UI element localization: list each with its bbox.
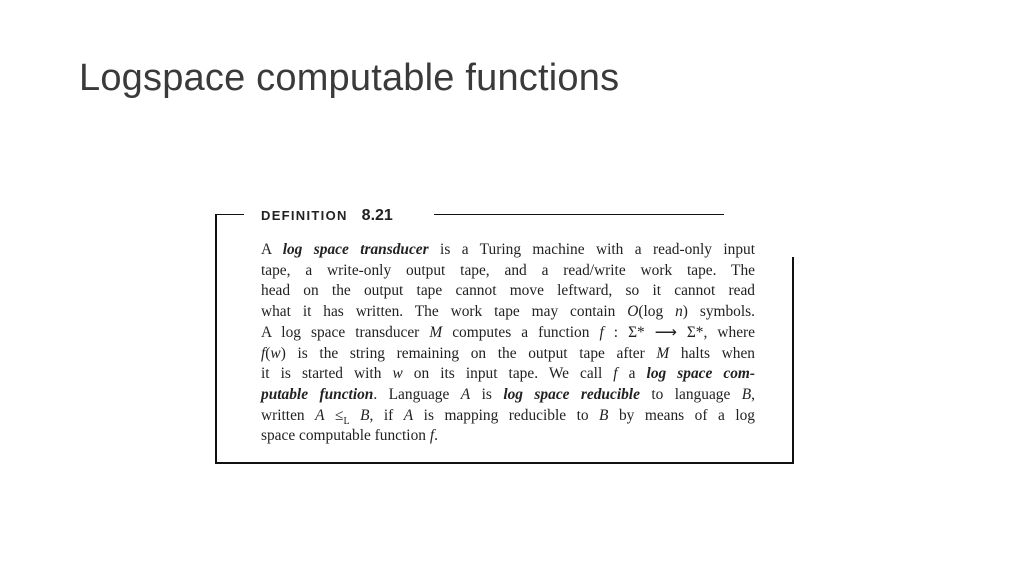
definition-text-run: halts when bbox=[669, 344, 755, 362]
defined-term: log space com- bbox=[646, 365, 756, 383]
definition-text-run: (log bbox=[638, 303, 676, 321]
definition-line bbox=[261, 261, 755, 282]
definition-text-run: , if bbox=[369, 406, 404, 424]
math-symbol: A bbox=[315, 406, 325, 424]
defined-term: log space transducer bbox=[282, 241, 429, 258]
definition-line bbox=[261, 385, 755, 406]
definition-text-run: ( bbox=[265, 344, 271, 362]
definition-heading bbox=[261, 207, 393, 225]
frame-bottom-rule bbox=[215, 462, 794, 464]
math-symbol: f bbox=[613, 365, 618, 383]
math-symbol: M bbox=[429, 323, 443, 341]
definition-text-run: head on the output tape cannot move leftward, so it cannot read bbox=[261, 282, 755, 300]
definition-line bbox=[261, 344, 755, 365]
definition-label: DEFINITION bbox=[261, 208, 348, 223]
definition-text-run: . Language bbox=[373, 385, 461, 403]
definition-text-run: ) is the string remaining on the output tape after bbox=[280, 344, 657, 362]
math-symbol: w bbox=[270, 344, 281, 362]
math-symbol: f bbox=[429, 427, 435, 445]
math-symbol: f bbox=[599, 323, 604, 341]
definition-text-run: . bbox=[434, 427, 438, 445]
definition-text-run: is bbox=[470, 385, 504, 403]
math-symbol: w bbox=[392, 365, 403, 383]
frame-top-right-rule bbox=[434, 214, 724, 215]
slide-title: Logspace computable functions bbox=[79, 57, 620, 99]
frame-left-rule bbox=[215, 214, 217, 464]
definition-text-run: what it has written. The work tape may contain bbox=[261, 303, 628, 321]
math-symbol: A bbox=[403, 406, 414, 424]
definition-line bbox=[261, 364, 755, 385]
definition-text-run: computes a function bbox=[442, 323, 600, 341]
definition-text-run: A log space transducer bbox=[261, 323, 430, 341]
frame-top-left-rule bbox=[215, 214, 244, 215]
definition-text-run bbox=[350, 407, 361, 424]
definition-text-run: on its input tape. We call bbox=[402, 365, 614, 383]
definition-line bbox=[261, 426, 755, 447]
definition-text-run: space computable function bbox=[261, 427, 430, 445]
definition-text-run: L bbox=[343, 415, 350, 427]
defined-term: log space reducible bbox=[503, 385, 640, 403]
definition-line bbox=[261, 323, 755, 344]
definition-text bbox=[261, 240, 755, 447]
math-symbol: M bbox=[656, 344, 670, 362]
math-symbol: B bbox=[360, 406, 370, 424]
frame-right-rule bbox=[792, 257, 794, 464]
math-symbol: O bbox=[627, 303, 639, 321]
definition-line bbox=[261, 406, 755, 427]
definition-text-run: it is started with bbox=[261, 365, 393, 383]
definition-line bbox=[261, 240, 755, 261]
math-symbol: n bbox=[675, 303, 683, 321]
definition-line bbox=[261, 281, 755, 302]
definition-box bbox=[215, 207, 793, 463]
definition-text-run: is mapping reducible to bbox=[413, 406, 600, 424]
definition-text-run: ) symbols. bbox=[682, 303, 755, 321]
definition-text-run: tape, a write-only output tape, and a read/write work tape. The bbox=[261, 261, 755, 279]
definition-text-run: by means of a log bbox=[608, 406, 755, 424]
math-symbol: B bbox=[599, 406, 609, 424]
definition-number: 8.21 bbox=[361, 207, 393, 224]
math-symbol: A bbox=[460, 385, 471, 403]
definition-line bbox=[261, 302, 755, 323]
definition-text-run: written bbox=[261, 406, 316, 424]
definition-text-run: a bbox=[617, 365, 647, 383]
defined-term: putable function bbox=[261, 385, 374, 403]
definition-text-run: , bbox=[751, 385, 756, 403]
definition-text-run: : Σ* ⟶ Σ*, where bbox=[603, 323, 755, 341]
definition-text-run: ≤ bbox=[324, 406, 344, 424]
definition-text-run: to language bbox=[639, 385, 742, 403]
definition-text-run: is a Turing machine with a read-only input bbox=[428, 241, 755, 258]
definition-text-run: A bbox=[261, 241, 283, 258]
math-symbol: B bbox=[741, 385, 752, 403]
math-symbol: f bbox=[261, 344, 266, 362]
